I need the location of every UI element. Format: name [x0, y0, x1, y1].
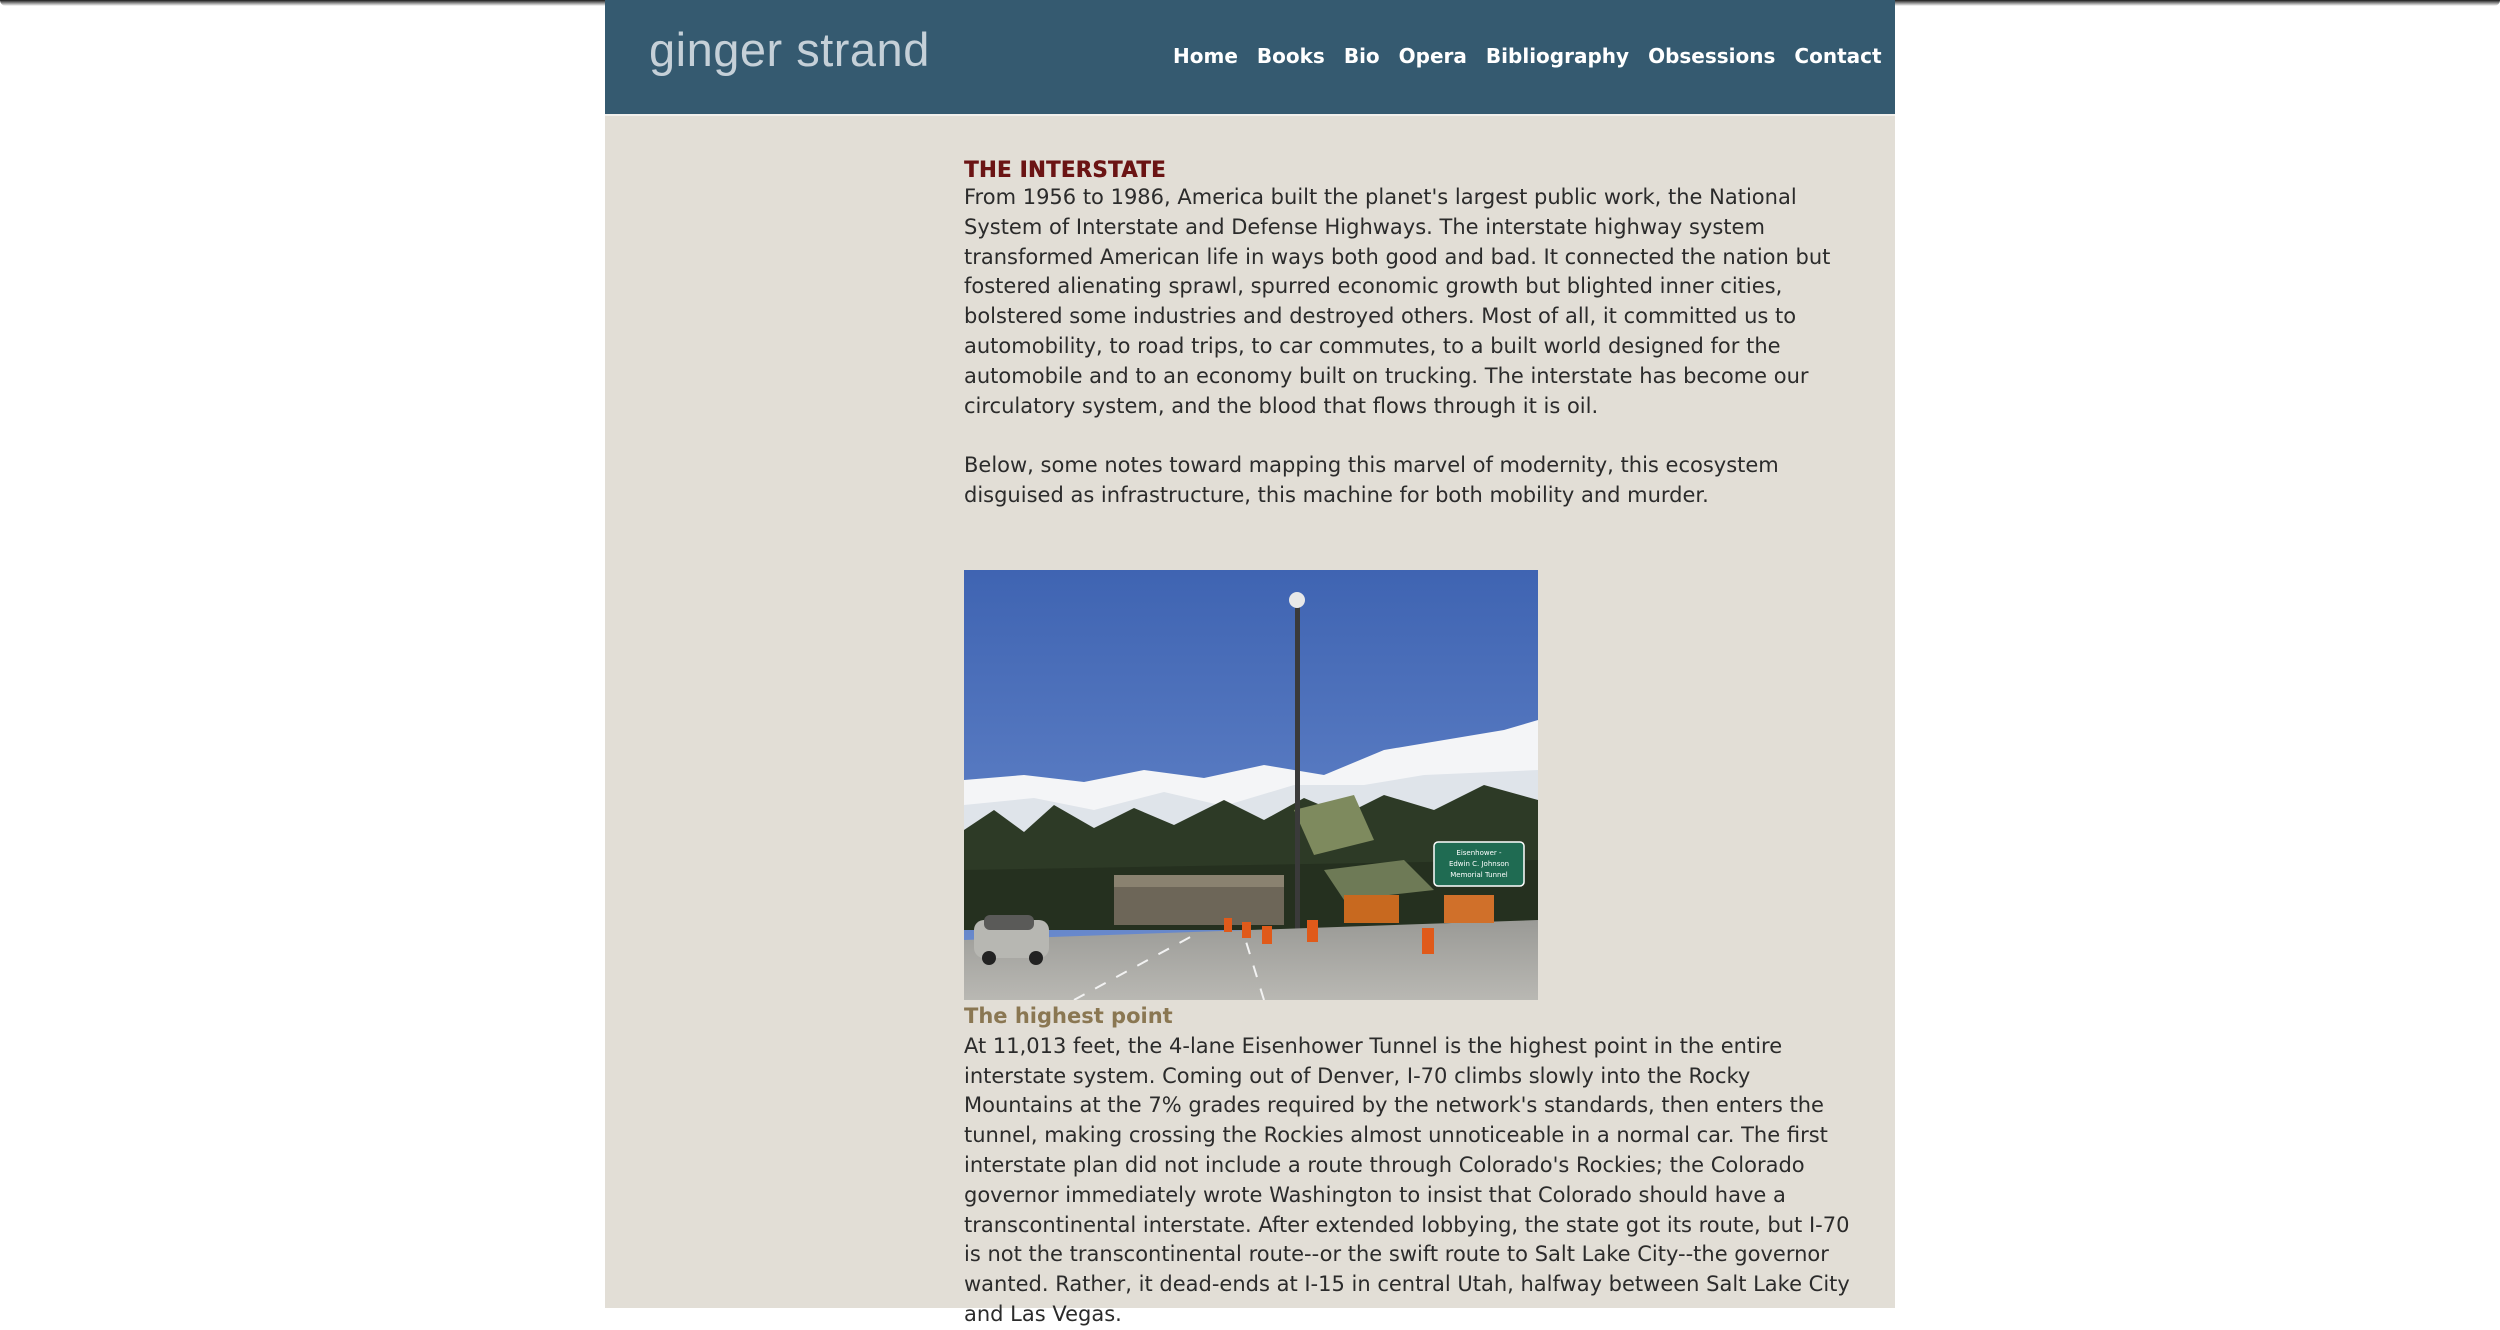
site-header: [605, 0, 1895, 116]
photo-caption: The highest point: [964, 1003, 1173, 1028]
page-title: THE INTERSTATE: [964, 157, 1166, 183]
body-paragraph: At 11,013 feet, the 4-lane Eisenhower Tunnel is the highest point in the entire interstate system. Coming out of Denver, I-70 climbs slowly into the Rocky Mountains at the 7% grades required by the network's standards, then enters the tunnel, making crossing the Rockies almost unnoticeable in a normal car. The first interstate plan did not include a route through Colorado's Rockies; the Colorado governor immediately wrote Washington to insist that Colorado should have a transcontinental interstate. After extended lobbying, the state got its route, but I-70 is not the transcontinental route--or the swift route to Salt Lake City--the governor wanted. Rather, it dead-ends at I-15 in central Utah, halfway between Salt Lake City and Las Vegas.: [964, 1033, 1850, 1326]
site-logo[interactable]: ginger strand: [649, 23, 930, 76]
eisenhower-tunnel-photo: [964, 570, 1538, 1000]
page-container: [605, 0, 1895, 1326]
nav-bibliography[interactable]: Bibliography: [1485, 44, 1630, 68]
nav-obsessions[interactable]: Obsessions: [1648, 44, 1776, 68]
nav-home[interactable]: Home: [1173, 44, 1238, 68]
nav-contact[interactable]: Contact: [1794, 44, 1882, 68]
nav-opera[interactable]: Opera: [1398, 44, 1467, 68]
article-content: [964, 155, 1864, 1330]
nav-bio[interactable]: Bio: [1343, 44, 1380, 68]
notes-paragraph: Below, some notes toward mapping this marvel of modernity, this ecosystem disguised as infrastructure, this machine for both mobility and murder.: [964, 453, 1779, 508]
sign-line-2: Edwin C. Johnson: [1448, 859, 1510, 868]
main-nav: [1173, 44, 1901, 68]
intro-paragraph: From 1956 to 1986, America built the planet's largest public work, the National System of Interstate and Defense Highways. The interstate highway system transformed American life in ways both good and bad. It connected the nation but fostered alienating sprawl, spurred economic growth but blighted inner cities, bolstered some industries and destroyed others. Most of all, it committed us to automobility, to road trips, to car commutes, to a built world designed for the automobile and to an economy built on trucking. The interstate has become our circulatory system, and the blood that flows through it is oil.: [964, 185, 1831, 418]
nav-books[interactable]: Books: [1256, 44, 1325, 68]
sign-line-3: Memorial Tunnel: [1450, 870, 1508, 879]
sign-line-1: Eisenhower -: [1456, 848, 1502, 857]
